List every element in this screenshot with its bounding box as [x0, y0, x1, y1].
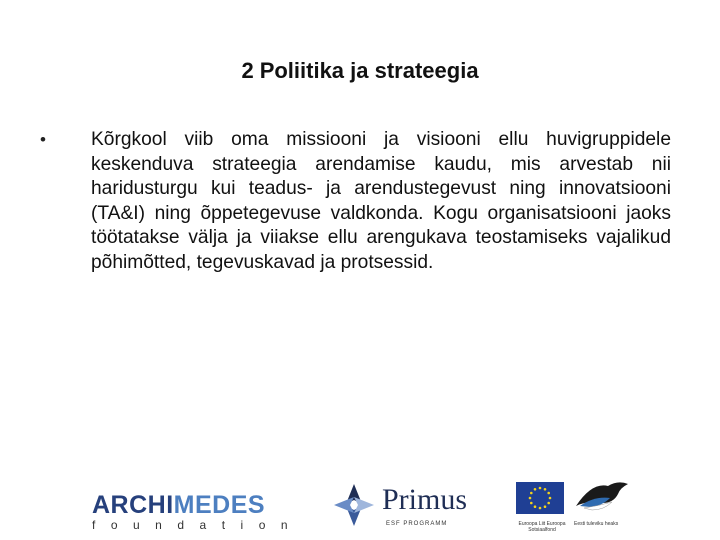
- swallow-icon: [574, 476, 630, 514]
- primus-logo-subtitle: ESF PROGRAMM: [386, 521, 448, 527]
- eu-logo: [516, 482, 564, 533]
- primus-emblem-icon: [332, 482, 376, 528]
- body-paragraph: Kõrgkool viib oma missiooni ja visiooni ellu huvigruppidele keskenduva strateegia arendamise kaudu, mis arvestab nii haridusturgu kui teadus- ja arendustegevust ning innovatsiooni (TA&I) ning õppetegevuse valdkonda. Kogu organisatsiooni jaoks töötatakse välja ja viiakse ellu arengukava teostamiseks vajalikud põhimõtted, tegevuskavad ja protsessid.: [91, 129, 671, 273]
- slide-title: [0, 58, 720, 84]
- archimedes-logo-subtitle: foundation: [92, 518, 304, 532]
- footer-logos: [0, 470, 720, 540]
- title-number: 2: [241, 58, 254, 83]
- archimedes-logo: [92, 492, 303, 532]
- estonia-logo-caption: Eesti tuleviku heaks: [574, 521, 619, 527]
- title-text: Poliitika ja strateegia: [259, 58, 479, 83]
- archimedes-logo-part1: ARCHI: [92, 491, 174, 519]
- eu-logo-caption: Euroopa Liit Euroopa Sotsiaalfond: [518, 521, 566, 533]
- eu-flag-icon: [516, 482, 564, 514]
- bullet-marker: •: [40, 130, 46, 149]
- primus-logo: [332, 482, 472, 532]
- primus-logo-text: Primus: [382, 483, 468, 516]
- archimedes-logo-part2: MEDES: [173, 491, 266, 519]
- estonia-logo: [574, 476, 630, 527]
